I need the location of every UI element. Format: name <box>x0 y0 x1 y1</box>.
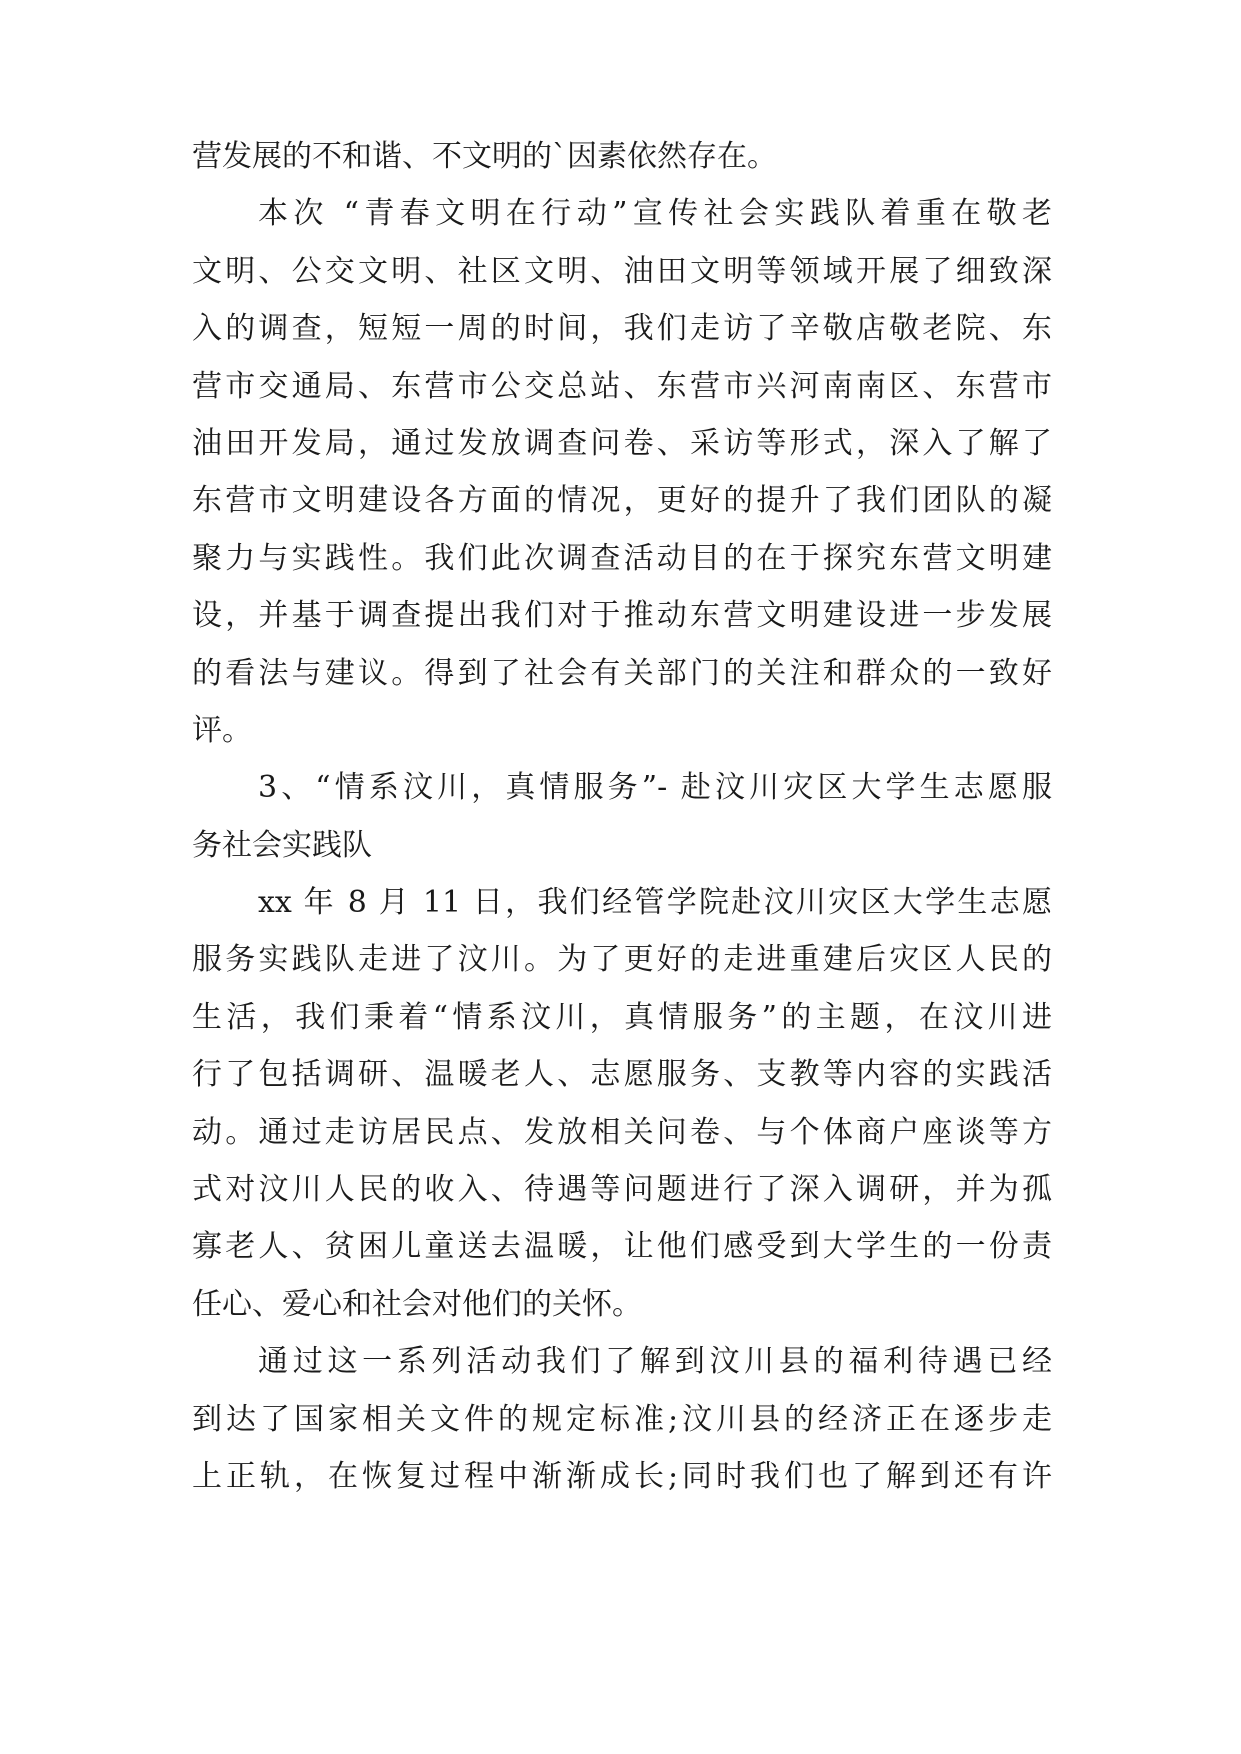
paragraph <box>192 874 1052 1333</box>
text-line: 通过这一系列活动我们了解到汶川县的福利待遇已经 <box>258 1344 1052 1380</box>
text-line: 聚力与实践性。我们此次调查活动目的在于探究东营文明建 <box>192 540 1052 576</box>
document-body <box>192 128 1052 1505</box>
text-line: 式对汶川人民的收入、待遇等问题进行了深入调研，并为孤 <box>192 1172 1052 1208</box>
text-line: 东营市文明建设各方面的情况，更好的提升了我们团队的凝 <box>192 483 1052 519</box>
paragraph <box>192 128 1052 185</box>
text-line: 动。通过走访居民点、发放相关问卷、与个体商户座谈等方 <box>192 1114 1052 1150</box>
text-line: 服务实践队走进了汶川。为了更好的走进重建后灾区人民的 <box>192 942 1052 978</box>
text-line: 行了包括调研、温暖老人、志愿服务、支教等内容的实践活 <box>192 1057 1052 1093</box>
text-line: xx 年 8 月 11 日，我们经管学院赴汶川灾区大学生志愿 <box>258 885 1052 921</box>
text-line: 任心、爱心和社会对他们的关怀。 <box>192 1286 642 1322</box>
text-line: 本次 “青春文明在行动”宣传社会实践队着重在敬老 <box>258 196 1052 232</box>
text-line: 入的调查，短短一周的时间，我们走访了辛敬店敬老院、东 <box>192 311 1052 347</box>
text-line: 设，并基于调查提出我们对于推动东营文明建设进一步发展 <box>192 598 1052 634</box>
text-line: 油田开发局，通过发放调查问卷、采访等形式，深入了解了 <box>192 425 1052 461</box>
paragraph <box>192 185 1052 759</box>
paragraph <box>192 759 1052 874</box>
text-line: 3、“情系汶川，真情服务”- 赴汶川灾区大学生志愿服 <box>258 770 1052 806</box>
text-line: 务社会实践队 <box>192 827 372 863</box>
text-line: 营市交通局、东营市公交总站、东营市兴河南南区、东营市 <box>192 368 1052 404</box>
text-line: 的看法与建议。得到了社会有关部门的关注和群众的一致好 <box>192 655 1052 691</box>
text-line: 评。 <box>192 712 252 748</box>
text-line: 寡老人、贫困儿童送去温暖，让他们感受到大学生的一份责 <box>192 1229 1052 1265</box>
paragraph <box>192 1333 1052 1505</box>
text-line: 营发展的不和谐、不文明的`因素依然存在。 <box>192 139 777 174</box>
text-line: 上正轨，在恢复过程中渐渐成长;同时我们也了解到还有许 <box>192 1458 1052 1494</box>
text-line: 文明、公交文明、社区文明、油田文明等领域开展了细致深 <box>192 253 1052 289</box>
text-line: 到达了国家相关文件的规定标准;汶川县的经济正在逐步走 <box>192 1401 1052 1437</box>
text-line: 生活，我们秉着“情系汶川，真情服务”的主题，在汶川进 <box>192 999 1052 1035</box>
